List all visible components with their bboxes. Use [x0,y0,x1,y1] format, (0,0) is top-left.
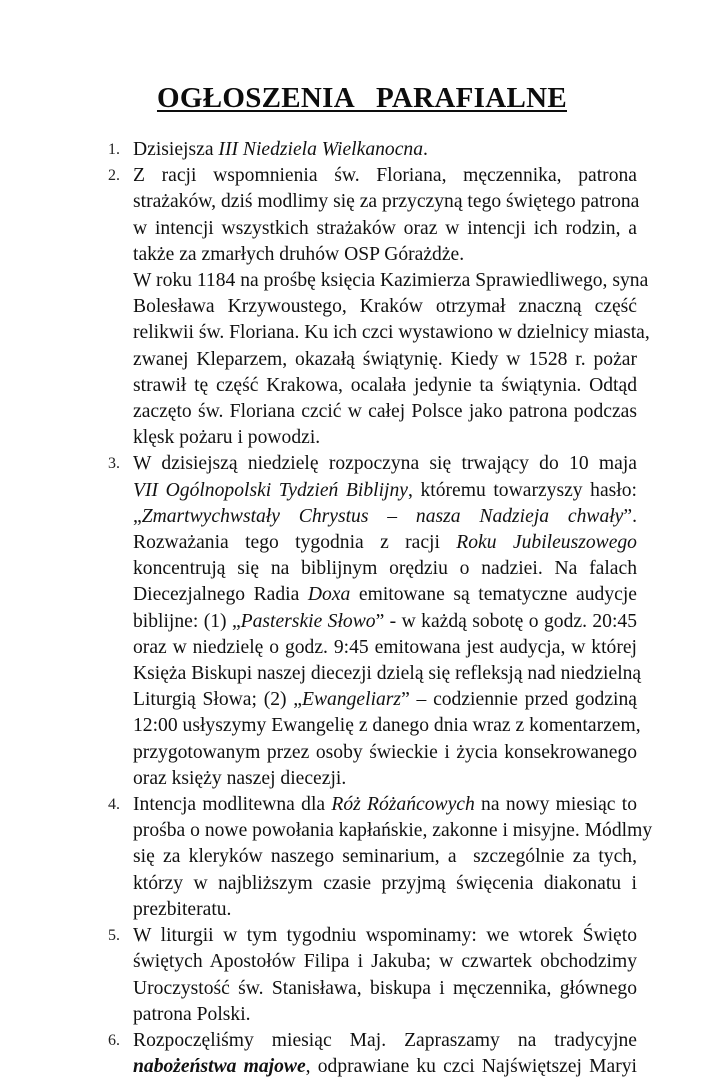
text-run: klęsk pożaru i powodzi. [133,427,321,449]
text-line [133,1028,637,1054]
text-line [133,766,637,792]
text-run: ” – codziennie przed godziną [401,689,637,711]
text-line [133,320,650,346]
text-run: Rozważania tego tygodnia z racji [133,532,457,554]
announcement-item [108,163,650,451]
text-run: . [423,139,428,160]
text-run: na nowy miesiąc to [474,794,637,816]
announcement-list [108,137,653,1080]
item-number: 6. [108,1031,120,1049]
item-number: 5. [108,927,120,945]
text-line [133,504,637,530]
emphasized-text: Roku Jubileuszowego [456,532,637,554]
emphasized-text: Doxa [307,584,351,606]
text-line [133,582,637,608]
text-line [133,478,637,504]
text-line [133,949,637,975]
text-line [133,897,637,923]
text-line [133,792,637,818]
text-run: którzy w najbliższym czasie przyjmą święcenia diakonatu i [133,872,637,894]
text-run: Liturgią Słowa; (2) „ [133,689,302,711]
text-line [133,976,637,1002]
text-run: Uroczystość św. Stanisława, biskupa i męczennika, głównego [133,977,637,999]
text-run: świętych Apostołów Filipa i Jakuba; w czwartek obchodzimy [133,951,637,973]
text-run: strawił tę część Krakowa, ocalała jedynie ta świątynia. Odtąd [133,374,637,396]
text-run: W liturgii w tym tygodniu wspominamy: we wtorek Święto [133,925,637,947]
text-run: koncentrują się na biblijnym orędziu o nadziei. Na falach [133,558,637,580]
text-line [133,556,637,582]
text-line [133,425,637,451]
text-line [133,687,637,713]
text-run: Z racji wspomnienia św. Floriana, męczennika, patrona [133,165,637,187]
emphasized-text: nabożeństwa majowe [133,1056,306,1078]
text-line [133,844,637,870]
text-run: ” - w każdą sobotę o godz. 20:45 [375,610,637,632]
text-run: się za kleryków naszego seminarium, a szczególnie za tych, [133,846,637,868]
page-title: OGŁOSZENIA PARAFIALNE [156,82,567,114]
text-run: 12:00 usłyszymy Ewangelię z danego dnia wraz z komentarzem, [133,715,641,737]
text-line [133,1054,637,1080]
text-run: biblijne: (1) „ [133,610,241,632]
item-number: 2. [108,167,120,185]
item-number: 1. [108,141,120,158]
text-line [133,530,637,556]
text-run: w intencji wszystkich strażaków oraz w intencji ich rodzin, a [133,217,637,239]
announcement-item [108,137,637,163]
text-run: Rozpoczęliśmy miesiąc Maj. Zapraszamy na tradycyjne [133,1029,637,1051]
text-line [133,189,640,215]
text-run: ”. [623,505,637,527]
text-run: strażaków, dziś modlimy się za przyczyną tego świętego patrona [133,191,640,213]
text-line [133,713,641,739]
text-run: relikwii św. Floriana. Ku ich czci wystawiono w dzielnicy miasta, [133,322,650,344]
emphasized-text: Ewangeliarz [302,689,402,711]
text-line [133,216,637,242]
announcement-item [108,1028,637,1080]
text-line [133,294,637,320]
text-run: także za zmarłych druhów OSP Górażdże. [133,243,465,265]
text-line [133,451,637,477]
text-line [133,242,637,268]
item-number: 3. [108,455,120,473]
text-run: Dzisiejsza [133,139,219,160]
text-run: zaczęto św. Floriana czcić w całej Polsce jako patrona podczas [133,401,637,423]
text-line [133,923,637,949]
text-run: zwanej Kleparzem, okazałą świątynię. Kiedy w 1528 r. pożar [133,348,637,370]
text-run: emitowane są tematyczne audycje [350,584,637,606]
text-line [133,740,637,766]
text-line [133,661,642,687]
emphasized-text: Zmartwychwstały Chrystus – nasza Nadzieja chwały [141,505,624,527]
announcement-item [108,792,653,923]
text-run: Księża Biskupi naszej diecezji dzielą się refleksją nad niedzielną [133,663,642,685]
text-run: prośba o nowe powołania kapłańskie, zakonne i misyjne. Módlmy [133,820,653,842]
text-run: W dzisiejszą niedzielę rozpoczyna się trwający do 10 maja [133,453,637,475]
text-line [133,871,637,897]
item-number: 4. [108,796,120,814]
text-run: Bolesława Krzywoustego, Kraków otrzymał znaczną część [133,296,637,318]
text-run: przygotowanym przez osoby świeckie i życia konsekrowanego [133,741,637,763]
emphasized-text: III Niedziela Wielkanocna [218,139,424,160]
text-line [133,635,637,661]
emphasized-text: Pasterskie Słowo [240,610,376,632]
text-line [133,268,649,294]
text-line [133,373,637,399]
text-run: Diecezjalnego Radia [133,584,308,606]
text-line [133,609,637,635]
text-line [133,137,637,163]
text-line [133,818,653,844]
text-line [133,399,637,425]
emphasized-text: Róż Różańcowych [331,794,475,816]
text-run: , odprawiane ku czci Najświętszej Maryi [305,1056,637,1078]
text-run: , któremu towarzyszy hasło: [407,479,637,501]
emphasized-text: VII Ogólnopolski Tydzień Biblijny [133,479,408,501]
text-run: Intencja modlitewna dla [133,794,332,816]
text-run: „ [133,505,142,527]
text-line [133,163,637,189]
text-run: patrona Polski. [133,1003,251,1025]
text-run: oraz księży naszej diecezji. [133,767,347,789]
announcement-item [108,451,642,792]
text-line [133,347,637,373]
text-run: prezbiteratu. [133,898,232,920]
announcement-item [108,923,637,1028]
text-run: oraz w niedzielę o godz. 9:45 emitowana jest audycja, w której [133,636,637,658]
text-run: W roku 1184 na prośbę księcia Kazimierza Sprawiedliwego, syna [133,270,649,292]
